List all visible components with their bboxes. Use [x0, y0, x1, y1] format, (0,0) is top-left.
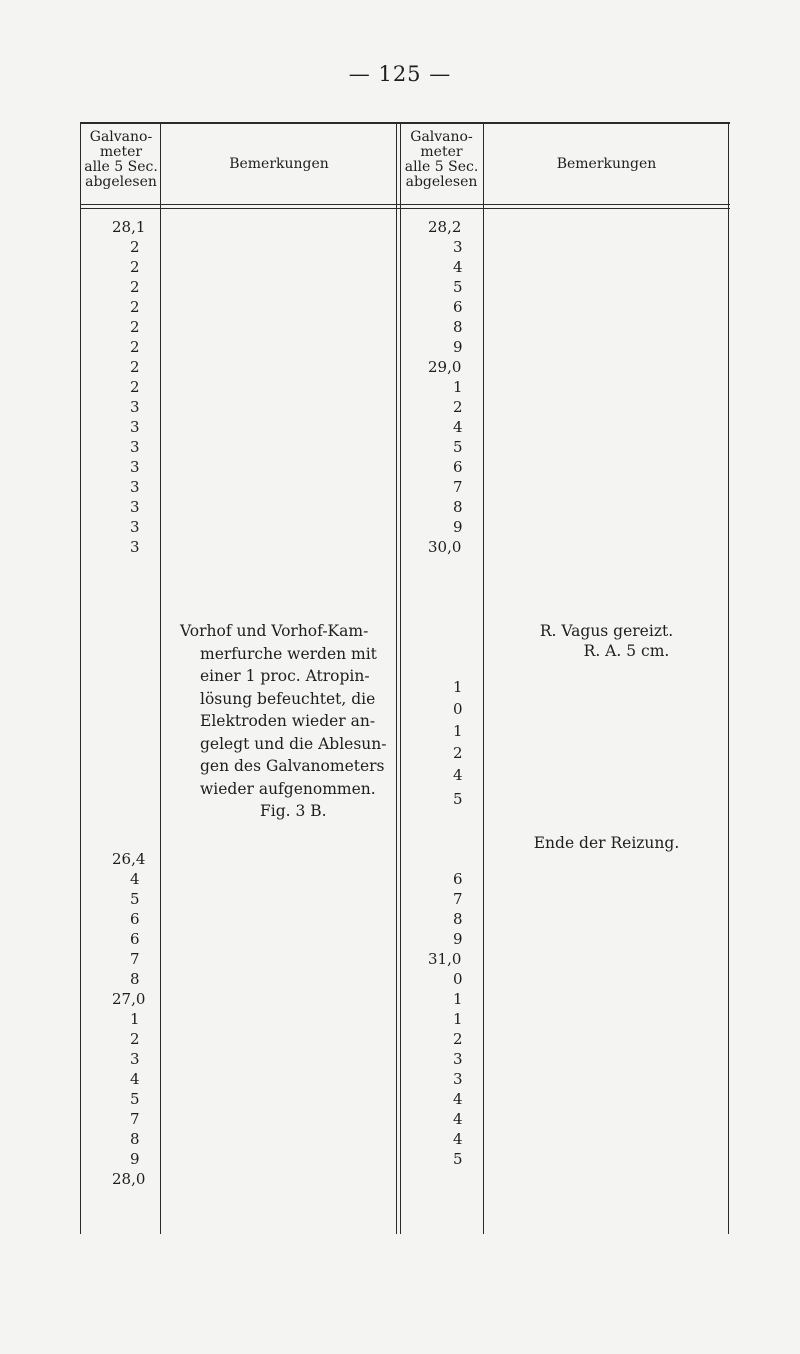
header-rule-2	[80, 208, 730, 209]
right-remark-end: Ende der Reizung.	[533, 834, 680, 852]
rule-center	[396, 124, 401, 1234]
reading-value: 4	[453, 1110, 463, 1128]
reading-value: 2	[130, 298, 140, 316]
reading-value: 8	[453, 910, 463, 928]
reading-value: 30,0	[428, 538, 462, 556]
reading-value: 7	[130, 1110, 140, 1128]
reading-value: 2	[453, 398, 463, 416]
reading-value: 28,0	[112, 1170, 146, 1188]
reading-value: 2	[130, 258, 140, 276]
reading-value: 3	[130, 518, 140, 536]
reading-value: 0	[453, 700, 463, 718]
reading-value: 28,2	[428, 218, 462, 236]
reading-value: 8	[453, 498, 463, 516]
reading-value: 4	[453, 766, 463, 784]
remark-line: Vorhof und Vorhof-Kam-	[180, 622, 369, 640]
reading-value: 3	[130, 398, 140, 416]
reading-value: 3	[130, 458, 140, 476]
remark-line: merfurche werden mit	[200, 644, 377, 663]
data-table	[80, 122, 730, 1234]
reading-value: 26,4	[112, 850, 146, 868]
reading-value: 6	[130, 930, 140, 948]
rule-col3	[483, 124, 484, 1234]
reading-value: 2	[130, 278, 140, 296]
remark-line: R. A. 5 cm.	[583, 641, 670, 660]
reading-value: 8	[130, 1130, 140, 1148]
reading-value: 4	[453, 1090, 463, 1108]
reading-value: 1	[130, 1010, 140, 1028]
reading-value: 3	[130, 498, 140, 516]
reading-value: 1	[453, 1010, 463, 1028]
remark-line: Elektroden wieder an-	[200, 712, 376, 730]
reading-value: 3	[130, 538, 140, 556]
reading-value: 0	[453, 970, 463, 988]
remark-line: gen des Galvanometers	[200, 757, 385, 775]
rule-col1	[160, 124, 161, 1234]
reading-value: 7	[453, 478, 463, 496]
reading-value: 27,0	[112, 990, 146, 1008]
left-remark-block	[180, 620, 387, 823]
reading-value: 6	[453, 870, 463, 888]
reading-value: 4	[453, 1130, 463, 1148]
reading-value: 6	[130, 910, 140, 928]
rule-left	[80, 124, 81, 1234]
remark-line: R. Vagus gereizt.	[539, 622, 674, 640]
reading-value: 2	[130, 358, 140, 376]
reading-value: 3	[453, 1050, 463, 1068]
header-galvanometer-left: Galvano- meter alle 5 Sec. abgelesen	[84, 129, 158, 190]
remark-line: lösung befeuchtet, die	[200, 689, 376, 708]
reading-value: 1	[453, 678, 463, 696]
reading-value: 1	[453, 990, 463, 1008]
reading-value: 3	[453, 1070, 463, 1088]
reading-value: 9	[453, 930, 463, 948]
reading-value: 3	[130, 478, 140, 496]
reading-value: 3	[130, 438, 140, 456]
reading-value: 31,0	[428, 950, 462, 968]
reading-value: 4	[453, 258, 463, 276]
page-number: — 125 —	[348, 62, 452, 86]
reading-value: 5	[453, 278, 463, 296]
reading-value: 8	[130, 970, 140, 988]
reading-value: 9	[453, 338, 463, 356]
header-bemerkungen-left: Bemerkungen	[229, 156, 329, 172]
reading-value: 5	[130, 890, 140, 908]
reading-value: 4	[130, 1070, 140, 1088]
reading-value: 4	[130, 870, 140, 888]
reading-value: 7	[130, 950, 140, 968]
reading-value: 9	[130, 1150, 140, 1168]
reading-value: 9	[453, 518, 463, 536]
header-rule-1	[80, 204, 730, 205]
reading-value: 29,0	[428, 358, 462, 376]
remark-line: gelegt und die Ablesun-	[200, 734, 387, 753]
header-bemerkungen-right: Bemerkungen	[556, 156, 657, 172]
reading-value: 6	[453, 298, 463, 316]
reading-value: 8	[453, 318, 463, 336]
reading-value: 7	[453, 890, 463, 908]
reading-value: 2	[130, 1030, 140, 1048]
remark-line: wieder aufgenommen.	[200, 779, 376, 798]
reading-value: 1	[453, 722, 463, 740]
reading-value: 2	[453, 1030, 463, 1048]
reading-value: 5	[453, 1150, 463, 1168]
reading-value: 2	[453, 744, 463, 762]
reading-value: 3	[453, 238, 463, 256]
reading-value: 2	[130, 238, 140, 256]
reading-value: 5	[453, 438, 463, 456]
reading-value: 6	[453, 458, 463, 476]
reading-value: 3	[130, 418, 140, 436]
reading-value: 2	[130, 378, 140, 396]
reading-value: 5	[130, 1090, 140, 1108]
reading-value: 3	[130, 1050, 140, 1068]
remark-line: einer 1 proc. Atropin-	[200, 667, 370, 685]
header-galvanometer-right: Galvano- meter alle 5 Sec. abgelesen	[404, 129, 479, 190]
reading-value: 2	[130, 318, 140, 336]
reading-value: 4	[453, 418, 463, 436]
reading-value: 5	[453, 790, 463, 808]
reading-value: 28,1	[112, 218, 146, 236]
right-remark-vagus	[485, 620, 728, 662]
figure-reference: Fig. 3 B.	[260, 802, 327, 820]
reading-value: 2	[130, 338, 140, 356]
rule-right	[728, 124, 729, 1234]
reading-value: 1	[453, 378, 463, 396]
